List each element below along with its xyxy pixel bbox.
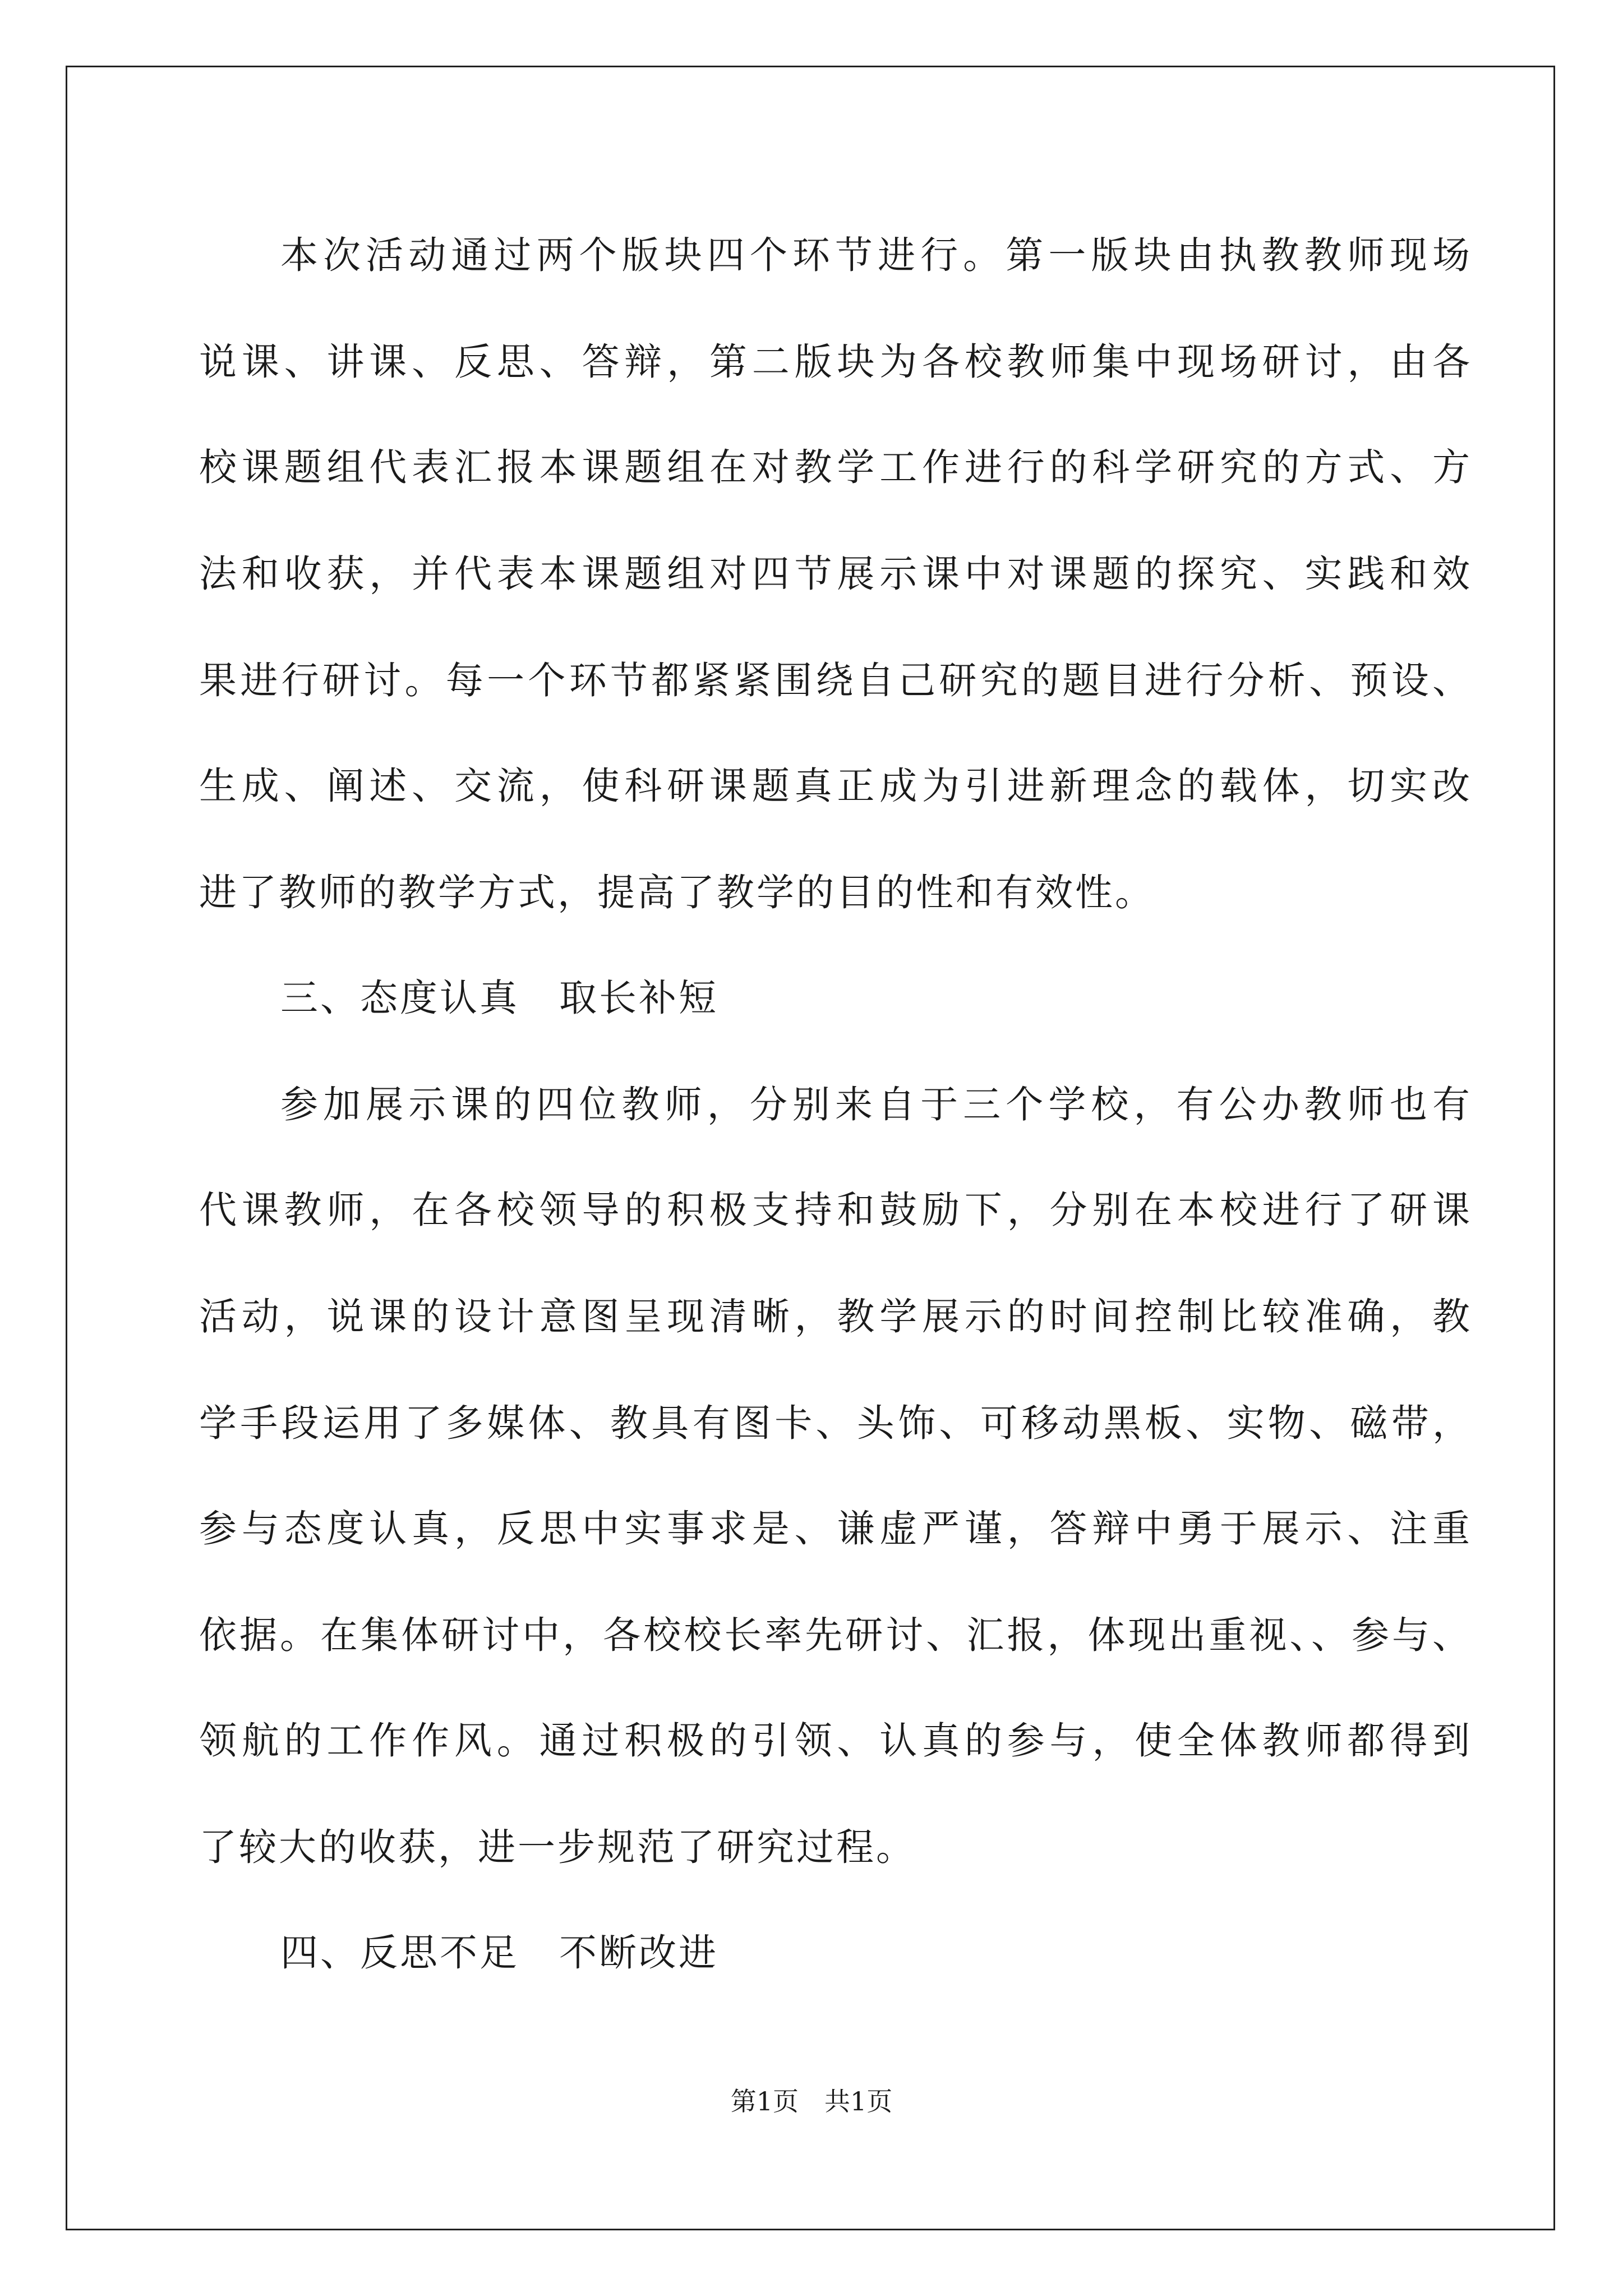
- paragraph-1-line: 本次活动通过两个版块四个环节进行。第一版块由执教教师现场: [280, 233, 1472, 277]
- paragraph-2-line: 领航的工作作风。通过积极的引领、认真的参与，使全体教师都得到: [199, 1719, 1472, 1763]
- paragraph-2-line: 学手段运用了多媒体、教具有图卡、头饰、可移动黑板、实物、磁带，: [199, 1401, 1472, 1445]
- paragraph-2-line: 了较大的收获，进一步规范了研究过程。: [199, 1825, 916, 1869]
- paragraph-2-line: 参与态度认真，反思中实事求是、谦虚严谨，答辩中勇于展示、注重: [199, 1507, 1472, 1550]
- paragraph-1-line: 法和收获，并代表本课题组对四节展示课中对课题的探究、实践和效: [199, 552, 1472, 596]
- paragraph-2-line: 依据。在集体研讨中，各校校长率先研讨、汇报，体现出重视、、参与、: [199, 1613, 1472, 1657]
- paragraph-1-line: 校课题组代表汇报本课题组在对教学工作进行的科学研究的方式、方: [199, 445, 1472, 489]
- paragraph-1-line: 进了教师的教学方式，提高了教学的目的性和有效性。: [199, 871, 1155, 914]
- page-number-footer: 第1页 共1页: [730, 2086, 893, 2116]
- paragraph-1-line: 生成、阐述、交流，使科研课题真正成为引进新理念的载体，切实改: [199, 764, 1472, 808]
- paragraph-1-line: 果进行研讨。每一个环节都紧紧围绕自己研究的题目进行分析、预设、: [199, 659, 1472, 702]
- page-border: [66, 66, 1555, 2230]
- paragraph-2-line: 代课教师，在各校领导的积极支持和鼓励下，分别在本校进行了研课: [199, 1188, 1472, 1232]
- paragraph-2-line: 活动，说课的设计意图呈现清晰，教学展示的时间控制比较准确，教: [199, 1295, 1472, 1338]
- paragraph-2-line: 参加展示课的四位教师，分别来自于三个学校，有公办教师也有: [280, 1083, 1472, 1126]
- paragraph-1-line: 说课、讲课、反思、答辩，第二版块为各校教师集中现场研讨，由各: [199, 340, 1472, 384]
- section-heading-4: 四、反思不足 不断改进: [280, 1931, 718, 1975]
- section-heading-3: 三、态度认真 取长补短: [280, 976, 718, 1020]
